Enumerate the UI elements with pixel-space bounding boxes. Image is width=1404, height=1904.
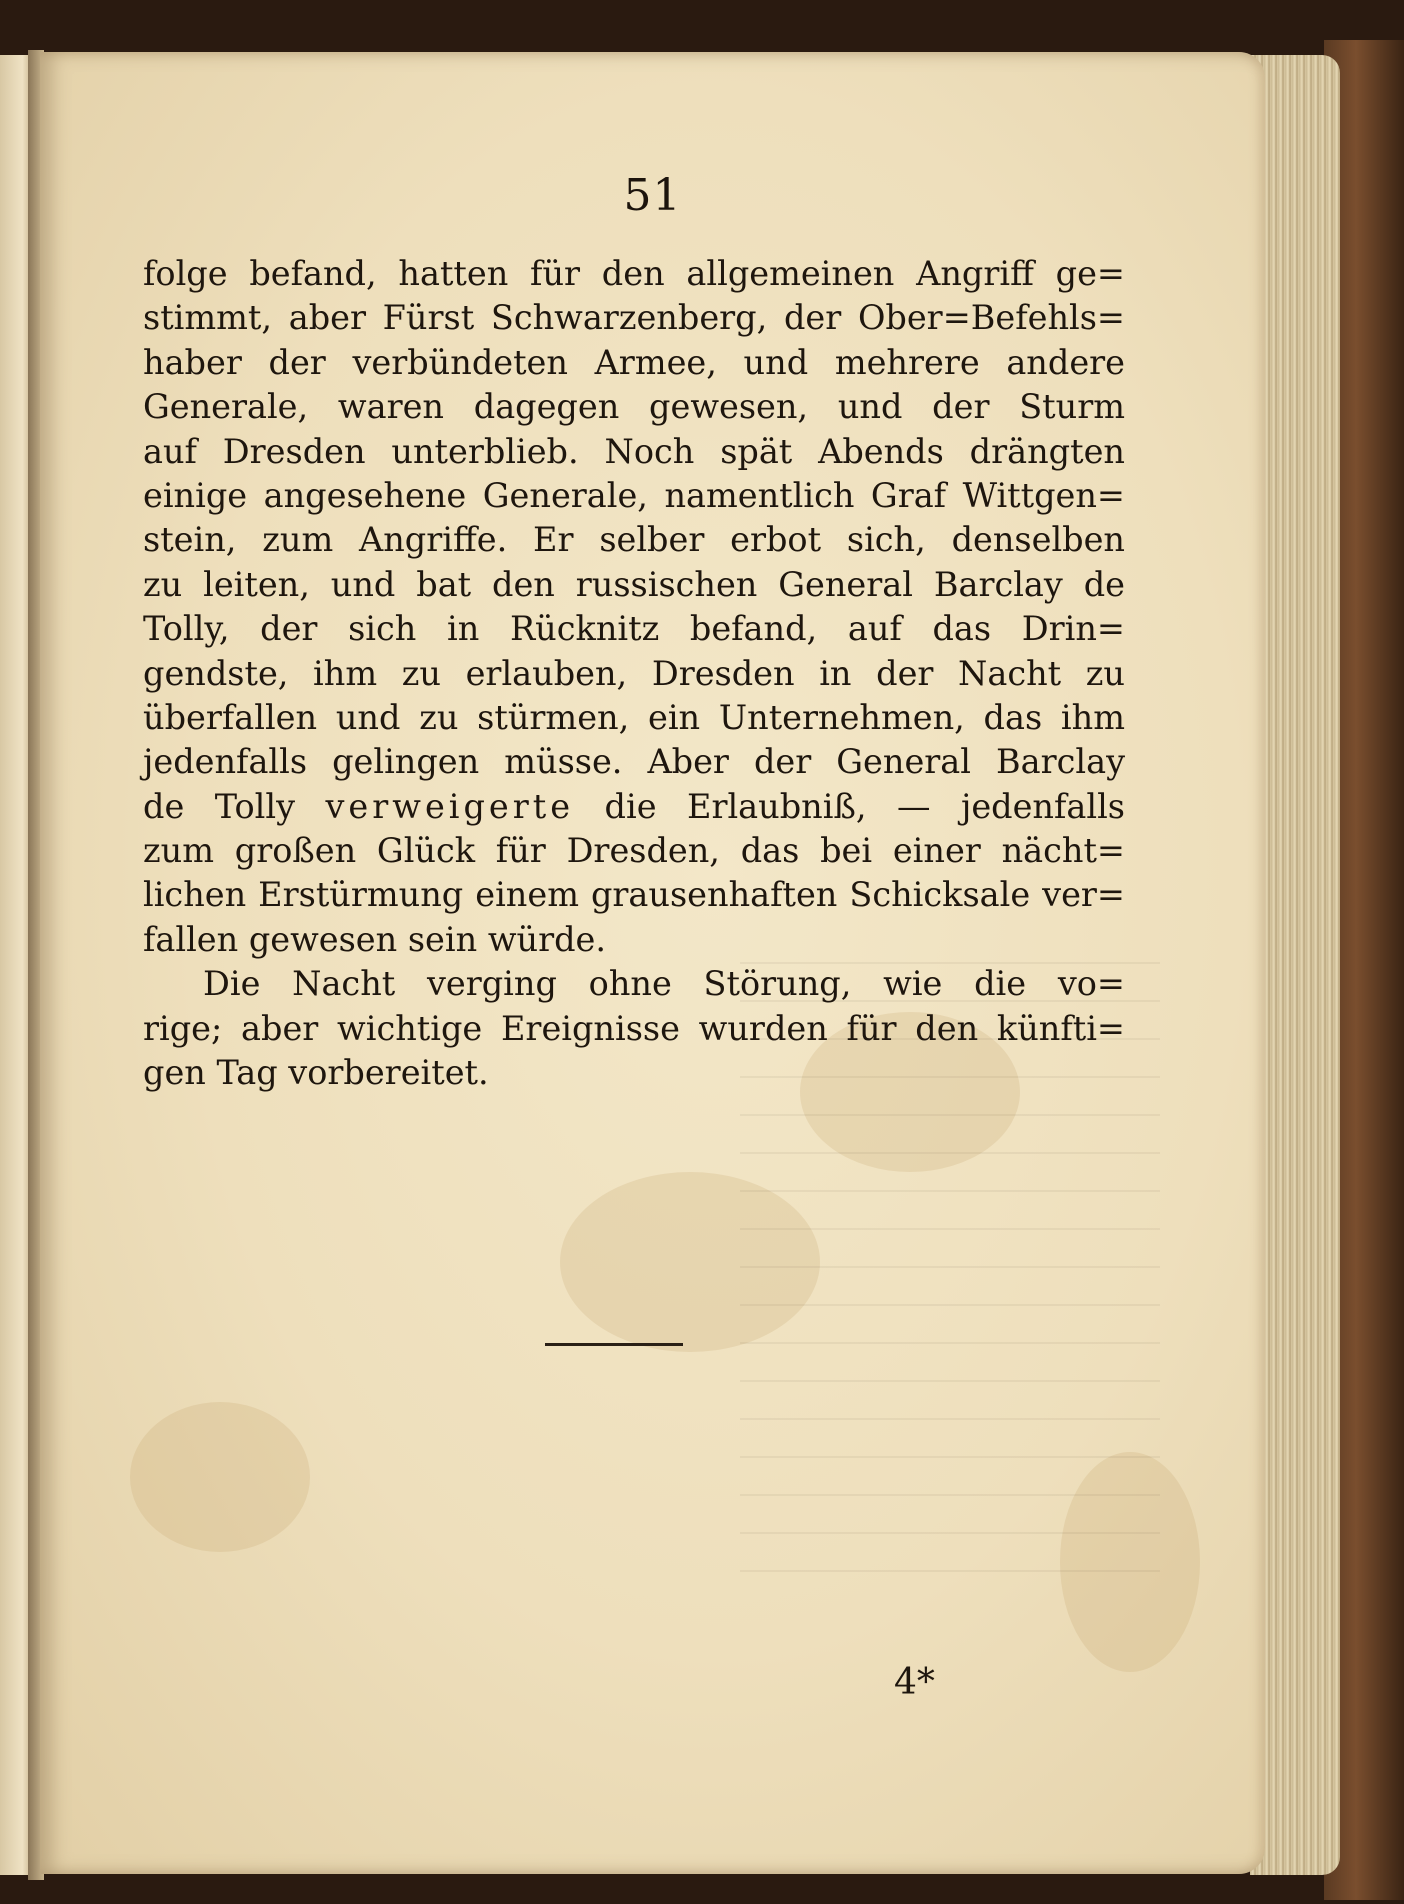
page-number: 51 [623,170,682,221]
text-fragment: de Tolly [143,786,326,826]
text-line: Generale, waren dagegen gewesen, und der Sturm [143,387,1125,427]
text-line-spaced [143,785,1125,829]
signature-mark: 4* [894,1662,935,1703]
text-line: Tolly, der sich in Rücknitz befand, auf das Drin= [143,609,1125,649]
section-divider [545,1343,683,1346]
text-line: jedenfalls gelingen müsse. Aber der General Barclay [143,742,1125,782]
paper-stain [130,1402,310,1552]
text-line: auf Dresden unterblieb. Noch spät Abends drängten [143,431,1125,471]
body-text [143,252,1125,1095]
text-line: gendste, ihm zu erlauben, Dresden in der Nacht zu [143,653,1125,693]
text-line: rige; aber wichtige Ereignisse wurden für den künfti= [143,1008,1125,1048]
text-line: stein, zum Angriffe. Er selber erbot sich, denselben [143,520,1125,560]
text-line: gen Tag vorbereitet. [143,1053,489,1093]
book-page [40,52,1265,1874]
text-line: zu leiten, und bat den russischen General Barclay de [143,564,1125,604]
text-line: stimmt, aber Fürst Schwarzenberg, der Ober=Befehls= [143,298,1125,338]
text-line: überfallen und zu stürmen, ein Unternehmen, das ihm [143,697,1125,737]
text-line: einige angesehene Generale, namentlich Graf Wittgen= [143,475,1125,515]
text-fragment: die Erlaubniß, — jedenfalls [574,786,1125,826]
text-line: Die Nacht verging ohne Störung, wie die vo= [203,964,1125,1004]
emphasized-word: verweigerte [325,786,575,826]
text-line: haber der verbündeten Armee, und mehrere andere [143,342,1125,382]
text-line: lichen Erstürmung einem grausenhaften Schicksale ver= [143,875,1125,915]
text-line: zum großen Glück für Dresden, das bei einer nächt= [143,831,1125,871]
text-line: folge befand, hatten für den allgemeinen Angriff ge= [143,254,1125,293]
paragraph-2 [143,962,1125,1095]
text-line: fallen gewesen sein würde. [143,919,606,959]
paragraph-1 [143,252,1125,962]
